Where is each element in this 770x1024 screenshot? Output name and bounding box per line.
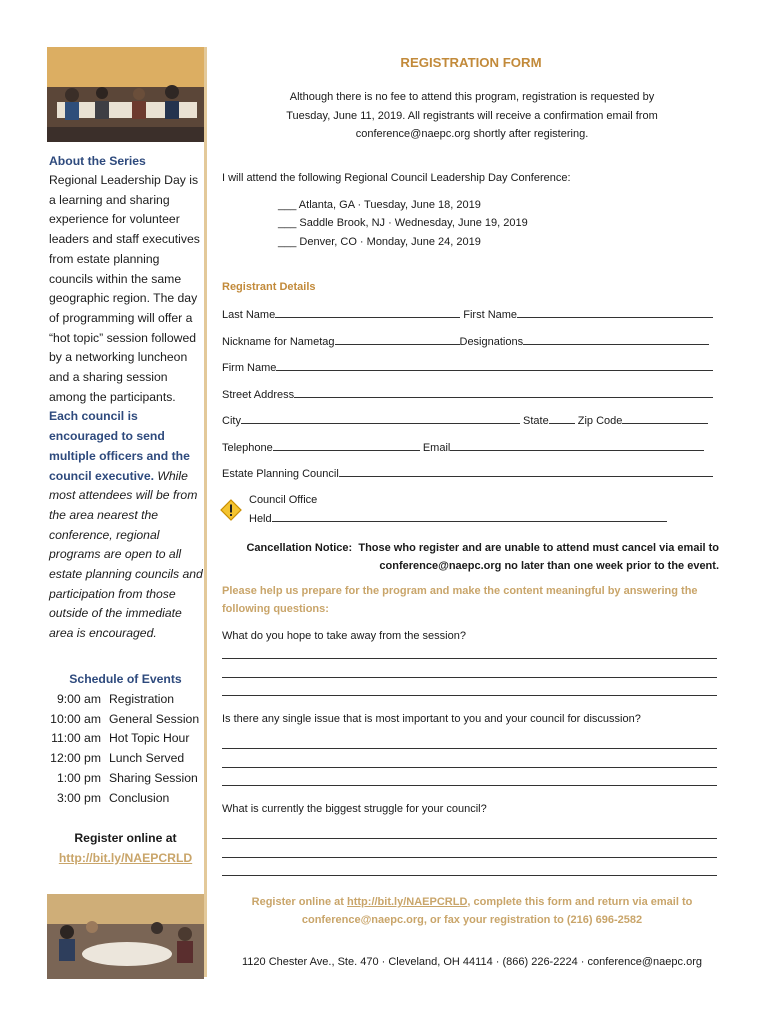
footer-instructions	[222, 893, 722, 929]
contact-row	[222, 441, 704, 454]
footer-address: 1120 Chester Ave., Ste. 470 · Cleveland, OH 44114 · (866) 226-2224 · conference@naepc.org	[241, 956, 702, 968]
schedule-item	[47, 769, 204, 789]
form-title: REGISTRATION FORM	[400, 55, 542, 70]
state-label: State	[523, 415, 549, 427]
about-body	[49, 171, 204, 644]
telephone-label: Telephone	[222, 442, 273, 454]
question-1: What do you hope to take away from the session?	[222, 630, 466, 642]
option-atlanta[interactable]: ___ Atlanta, GA · Tuesday, June 18, 2019	[278, 199, 481, 211]
questions-intro-1: Please help us prepare for the program and make the content meaningful by answering the	[222, 585, 698, 597]
question-2: Is there any single issue that is most important to you and your council for discussion?	[222, 713, 641, 725]
answer-line[interactable]	[222, 875, 717, 876]
state-field[interactable]	[549, 414, 575, 424]
schedule-event: Hot Topic Hour	[109, 731, 190, 746]
council-field[interactable]	[339, 467, 713, 477]
schedule-event: Lunch Served	[109, 751, 185, 766]
schedule-time: 9:00 am	[56, 692, 101, 706]
name-row	[222, 308, 713, 321]
schedule-item	[47, 729, 204, 749]
designations-label: Designations	[459, 336, 524, 348]
last-name-label: Last Name	[222, 309, 276, 321]
council-label: Estate Planning Council	[222, 468, 339, 480]
telephone-field[interactable]	[273, 441, 420, 451]
nickname-field[interactable]	[335, 335, 460, 345]
nickname-label: Nickname for Nametag	[222, 336, 335, 348]
about-paragraph: Regional Leadership Day is a learning and sharing experience for volunteer leaders and staff executives from estate planning councils within the same geographic region. The day of programming will offer a “hot topic” session followed by a networking luncheon and a sharing session among the participants.	[49, 173, 200, 404]
questions-intro-2: following questions:	[222, 603, 329, 615]
city-label: City	[222, 415, 241, 427]
sidebar-divider	[204, 47, 207, 977]
schedule-event: Registration	[109, 692, 175, 706]
schedule-event: Conclusion	[109, 790, 170, 805]
first-name-field[interactable]	[517, 308, 713, 318]
registration-form	[222, 55, 722, 968]
cancellation-notice	[222, 539, 719, 575]
council-row	[222, 467, 713, 480]
answer-line[interactable]	[222, 695, 717, 696]
answer-line[interactable]	[222, 785, 717, 786]
cancellation-text: Those who register and are unable to attend must cancel via email to	[358, 542, 719, 554]
answer-line[interactable]	[222, 838, 717, 839]
email-field[interactable]	[450, 441, 704, 451]
nickname-row	[222, 335, 709, 348]
register-online-label: Register online at	[74, 831, 177, 845]
attend-prompt: I will attend the following Regional Council Leadership Day Conference:	[222, 172, 571, 184]
cancellation-line-2: conference@naepc.org no later than one week prior to the event.	[379, 560, 719, 572]
schedule-item	[47, 789, 204, 809]
answer-line[interactable]	[222, 658, 717, 659]
schedule-time: 1:00 pm	[56, 770, 101, 785]
office-held-label: Held	[249, 513, 272, 525]
last-name-field[interactable]	[275, 308, 460, 318]
intro-line: conference@naepc.org shortly after registering.	[355, 128, 589, 140]
office-held-field[interactable]	[272, 512, 667, 522]
footer-register-link[interactable]: http://bit.ly/NAEPCRLD	[347, 896, 468, 908]
register-online-block	[47, 829, 204, 868]
street-label: Street Address	[222, 389, 295, 401]
conference-photo-top	[47, 47, 204, 142]
footer-post: , complete this form and return via email to	[467, 896, 693, 908]
city-field[interactable]	[241, 414, 520, 424]
about-heading: About the Series	[49, 154, 146, 168]
cancellation-label: Cancellation Notice:	[246, 542, 353, 554]
sidebar	[47, 47, 204, 977]
council-office-label: Council Office	[249, 494, 318, 506]
registrant-heading: Registrant Details	[222, 281, 316, 293]
intro-line: Tuesday, June 11, 2019. All registrants will receive a confirmation email from	[286, 109, 658, 122]
footer-line-2: conference@naepc.org, or fax your registration to (216) 696-2582	[301, 914, 643, 926]
zip-field[interactable]	[622, 414, 708, 424]
first-name-label: First Name	[463, 309, 518, 321]
intro-line: Although there is no fee to attend this program, registration is requested by	[289, 91, 655, 103]
designations-field[interactable]	[523, 335, 709, 345]
schedule-time: 11:00 am	[51, 731, 101, 746]
form-intro	[222, 88, 722, 144]
schedule-time: 12:00 pm	[50, 751, 101, 766]
office-held-row	[249, 512, 667, 525]
schedule-item	[47, 749, 204, 769]
question-3: What is currently the biggest struggle for your council?	[222, 803, 487, 815]
register-link[interactable]: http://bit.ly/NAEPCRLD	[58, 850, 193, 865]
footer-line-1	[222, 893, 722, 911]
schedule-heading: Schedule of Events	[69, 672, 182, 686]
cancellation-line	[222, 539, 719, 557]
schedule-item	[47, 690, 204, 710]
city-row	[222, 414, 708, 427]
email-label: Email	[422, 442, 451, 454]
street-field[interactable]	[294, 388, 713, 398]
option-denver[interactable]: ___ Denver, CO · Monday, June 24, 2019	[278, 236, 481, 248]
option-saddle-brook[interactable]: ___ Saddle Brook, NJ · Wednesday, June 19, 2019	[278, 217, 528, 229]
schedule-time: 3:00 pm	[56, 790, 101, 805]
schedule-list	[47, 690, 204, 808]
firm-field[interactable]	[276, 361, 713, 371]
firm-row	[222, 361, 713, 374]
schedule-event: General Session	[109, 711, 200, 726]
schedule-event: Sharing Session	[109, 770, 198, 785]
answer-line[interactable]	[222, 748, 717, 749]
about-italic: While most attendees will be from the area nearest the conference, regional programs are open to all estate planning councils and participation from those outside of the immediate area is encouraged.	[49, 468, 203, 641]
schedule-item	[47, 710, 204, 730]
footer-pre: Register online at	[251, 896, 348, 908]
answer-line[interactable]	[222, 767, 717, 768]
warning-icon	[220, 499, 242, 521]
answer-line[interactable]	[222, 857, 717, 858]
firm-label: Firm Name	[222, 362, 277, 374]
zip-label: Zip Code	[577, 415, 623, 427]
conference-photo-bottom	[47, 894, 204, 979]
answer-line[interactable]	[222, 677, 717, 678]
about-emphasis: Each council is encouraged to send multiple officers and the council executive.	[49, 409, 190, 483]
schedule-time: 10:00 am	[50, 711, 101, 726]
street-row	[222, 388, 713, 401]
